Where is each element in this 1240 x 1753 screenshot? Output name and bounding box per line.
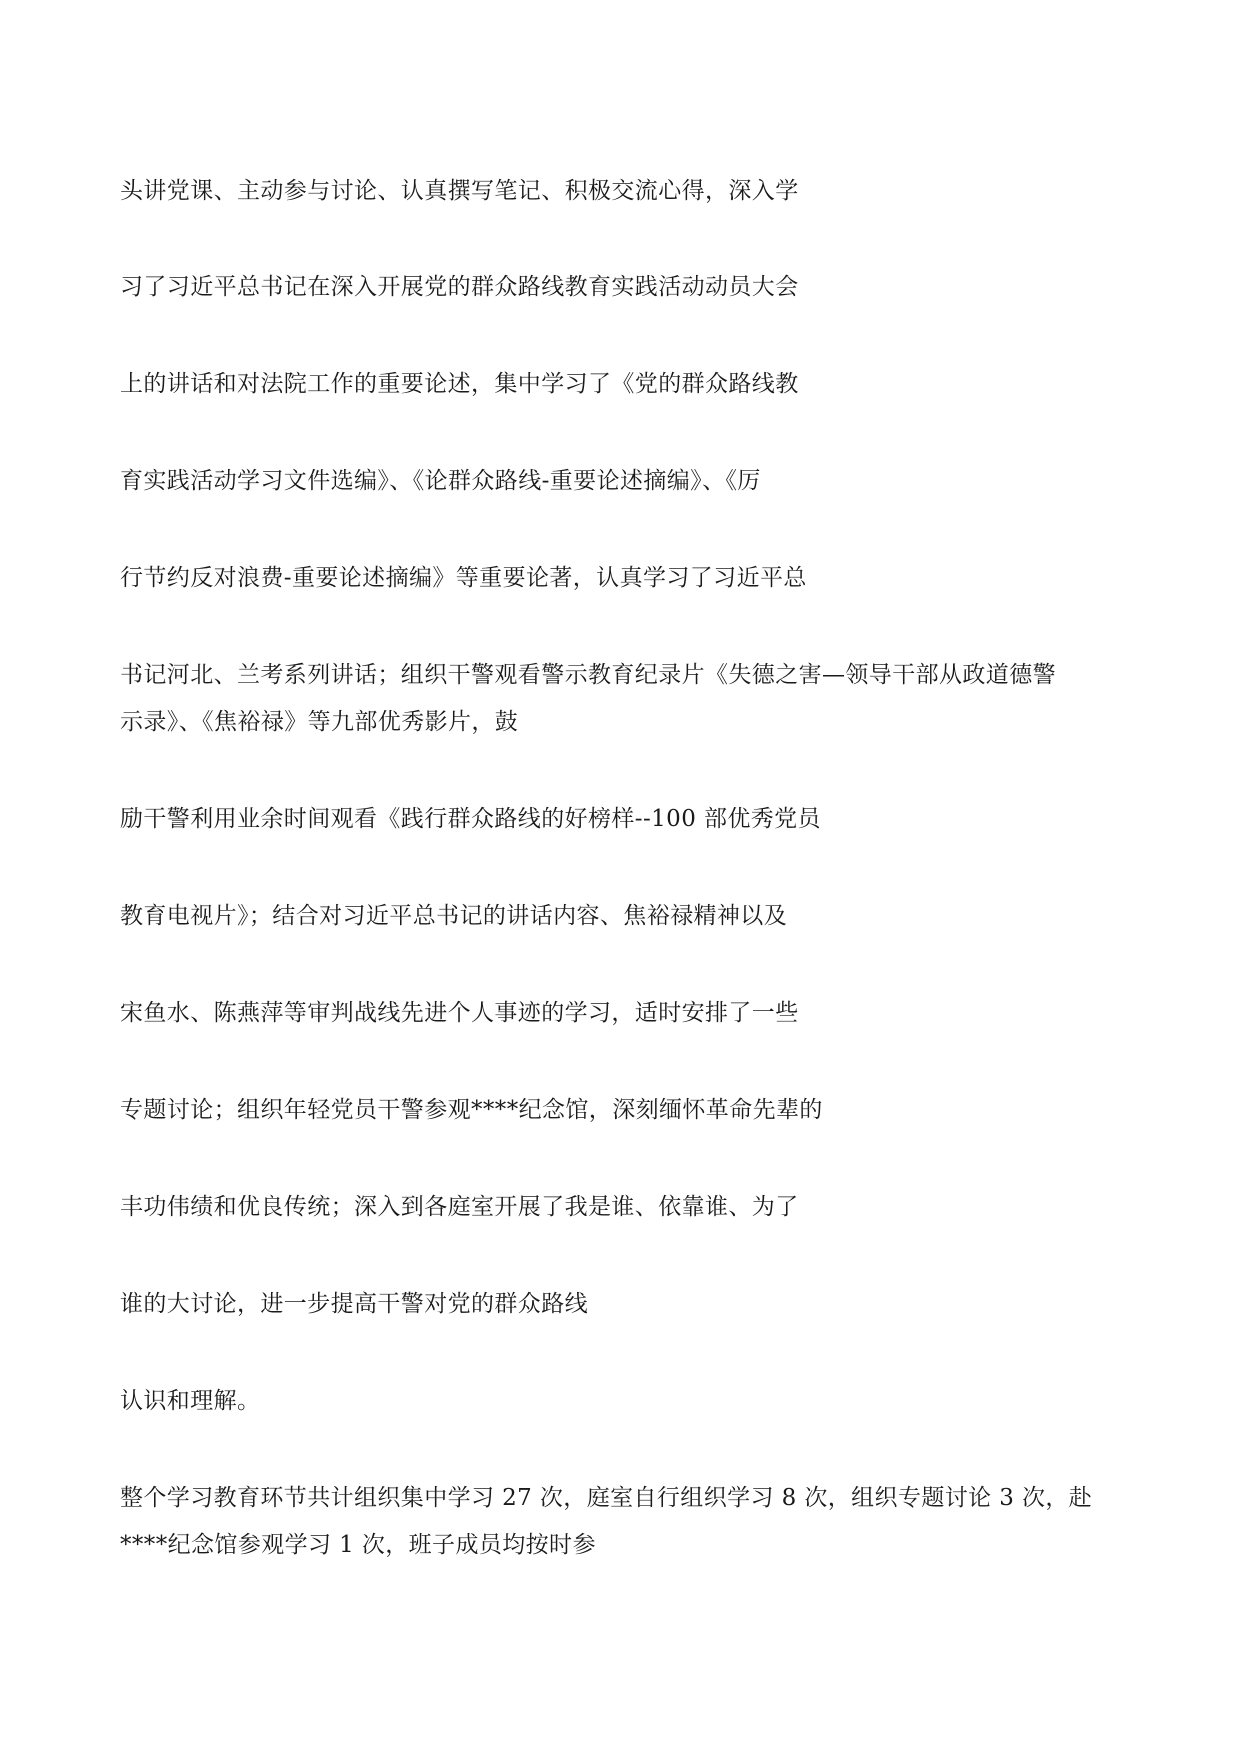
text-line: ****纪念馆参观学习 1 次，班子成员均按时参 [120, 1532, 596, 1558]
text-line: 专题讨论；组织年轻党员干警参观****纪念馆，深刻缅怀革命先辈的 [120, 1097, 823, 1123]
text-line: 示录》、《焦裕禄》等九部优秀影片，鼓 [120, 709, 519, 735]
text-line: 教育电视片》；结合对习近平总书记的讲话内容、焦裕禄精神以及 [120, 903, 788, 929]
text-line: 书记河北、兰考系列讲话；组织干警观看警示教育纪录片《失德之害—领导干部从政道德警 [120, 662, 1056, 688]
text-line: 谁的大讨论，进一步提高干警对党的群众路线 [120, 1291, 588, 1317]
text-line: 宋鱼水、陈燕萍等审判战线先进个人事迹的学习，适时安排了一些 [120, 1000, 799, 1026]
text-line: 认识和理解。 [120, 1388, 261, 1414]
text-line: 丰功伟绩和优良传统；深入到各庭室开展了我是谁、依靠谁、为了 [120, 1194, 799, 1220]
text-line: 行节约反对浪费-重要论述摘编》等重要论著，认真学习了习近平总 [120, 565, 807, 591]
text-line: 励干警利用业余时间观看《践行群众路线的好榜样--100 部优秀党员 [120, 806, 821, 832]
text-line: 整个学习教育环节共计组织集中学习 27 次，庭室自行组织学习 8 次，组织专题讨论 3 次，赴 [120, 1485, 1093, 1511]
text-line: 习了习近平总书记在深入开展党的群众路线教育实践活动动员大会 [120, 274, 799, 300]
text-line: 育实践活动学习文件选编》、《论群众路线-重要论述摘编》、《厉 [120, 468, 761, 494]
text-line: 上的讲话和对法院工作的重要论述，集中学习了《党的群众路线教 [120, 371, 799, 397]
text-line: 头讲党课、主动参与讨论、认真撰写笔记、积极交流心得，深入学 [120, 178, 799, 204]
